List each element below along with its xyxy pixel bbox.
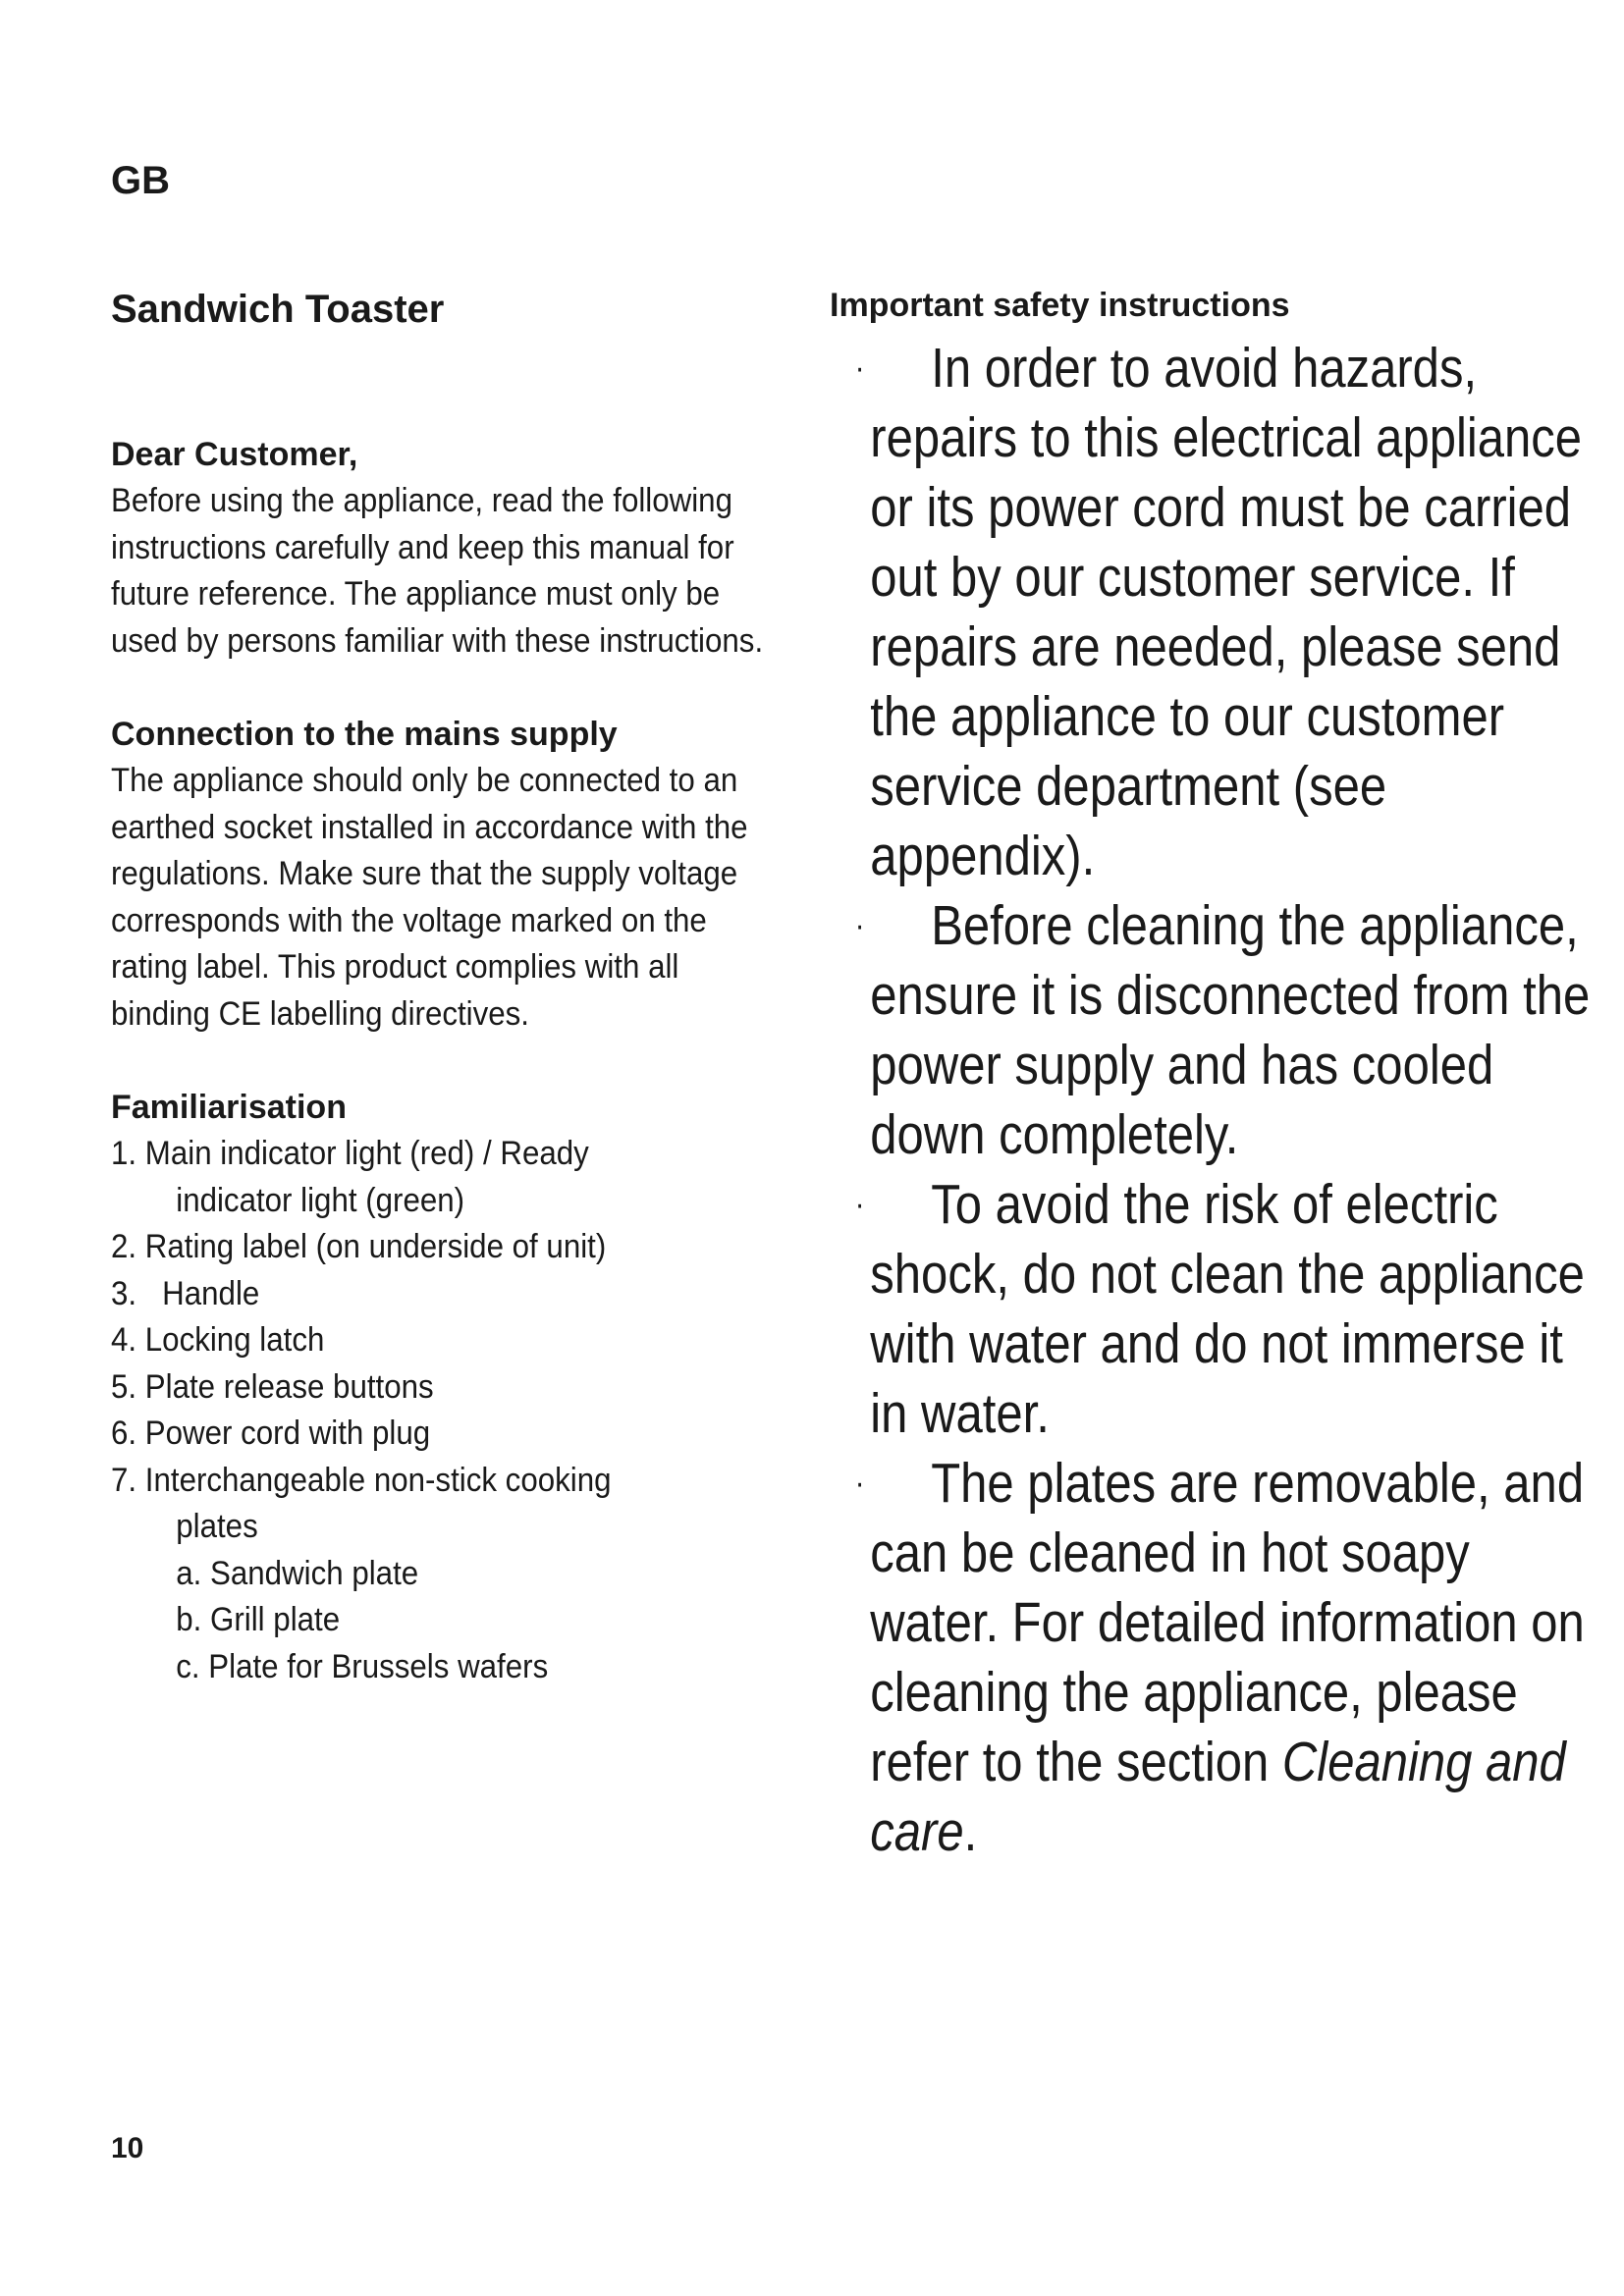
bullet-icon: · <box>854 1186 865 1223</box>
language-code: GB <box>111 159 170 202</box>
list-item-continuation: indicator light (green) <box>176 1181 465 1219</box>
list-item: 4. Locking latch <box>111 1321 325 1359</box>
intro-heading: Dear Customer, <box>111 436 358 473</box>
safety-item-text: Before cleaning the appliance, ensure it is disconnected from the power supply and has cooled down completely. <box>870 894 1591 1166</box>
list-item: 2. Rating label (on underside of unit) <box>111 1228 607 1265</box>
safety-item: · The plates are removable, and can be cleaned in hot soapy water. For detailed information on cleaning the appliance, please refer to the section Cleaning and care. <box>830 1449 1595 1867</box>
list-item: 7. Interchangeable non-stick cooking <box>111 1461 612 1499</box>
list-item: 6. Power cord with plug <box>111 1415 431 1452</box>
safety-item-text: To avoid the risk of electric shock, do not clean the appliance with water and do not immerse it in water. <box>870 1173 1585 1445</box>
left-column <box>111 285 779 1690</box>
safety-list <box>830 334 1591 1867</box>
bullet-icon: · <box>854 907 865 944</box>
bullet-icon: · <box>854 1465 865 1502</box>
mains-section <box>111 712 779 1038</box>
safety-heading: Important safety instructions <box>830 287 1290 324</box>
page-number: 10 <box>111 2132 144 2164</box>
document-title: Sandwich Toaster <box>111 288 445 331</box>
list-item-continuation: plates <box>176 1508 258 1545</box>
safety-item-text: In order to avoid hazards, repairs to this electrical appliance or its power cord must be carried out by our customer service. If repairs are needed, please send the appliance to our customer service department (see appendix). <box>870 337 1583 887</box>
right-column <box>830 285 1591 1867</box>
list-item: 1. Main indicator light (red) / Ready <box>111 1135 589 1172</box>
mains-text: The appliance should only be connected to an earthed socket installed in accordance with the regulations. Make sure that the supply voltage corresponds with the voltage marked on the rating label. This product complies with all binding CE labelling directives. <box>111 762 748 1033</box>
familiarisation-heading: Familiarisation <box>111 1089 347 1126</box>
familiarisation-list <box>111 1131 779 1690</box>
familiarisation-section <box>111 1085 779 1690</box>
safety-item <box>830 334 1595 891</box>
list-item: 5. Plate release buttons <box>111 1367 434 1406</box>
list-subitem: a. Sandwich plate <box>176 1554 419 1592</box>
list-subitem: b. Grill plate <box>176 1601 341 1638</box>
list-subitem: c. Plate for Brussels wafers <box>176 1647 549 1685</box>
intro-section <box>111 432 779 665</box>
list-item: 3. Handle <box>111 1274 260 1312</box>
bullet-icon: · <box>854 349 865 387</box>
intro-text: Before using the appliance, read the following instructions carefully and keep this manual for future reference. The appliance must only be used by persons familiar with these instructions. <box>111 482 764 660</box>
safety-item-text: The plates are removable, and can be cleaned in hot soapy water. For detailed information on cleaning the appliance, please refer to the section <box>870 1452 1585 1793</box>
safety-item <box>830 1170 1595 1449</box>
section-reference: Cleaning and care <box>870 1731 1566 1863</box>
safety-item <box>830 891 1595 1170</box>
mains-heading: Connection to the mains supply <box>111 716 618 753</box>
